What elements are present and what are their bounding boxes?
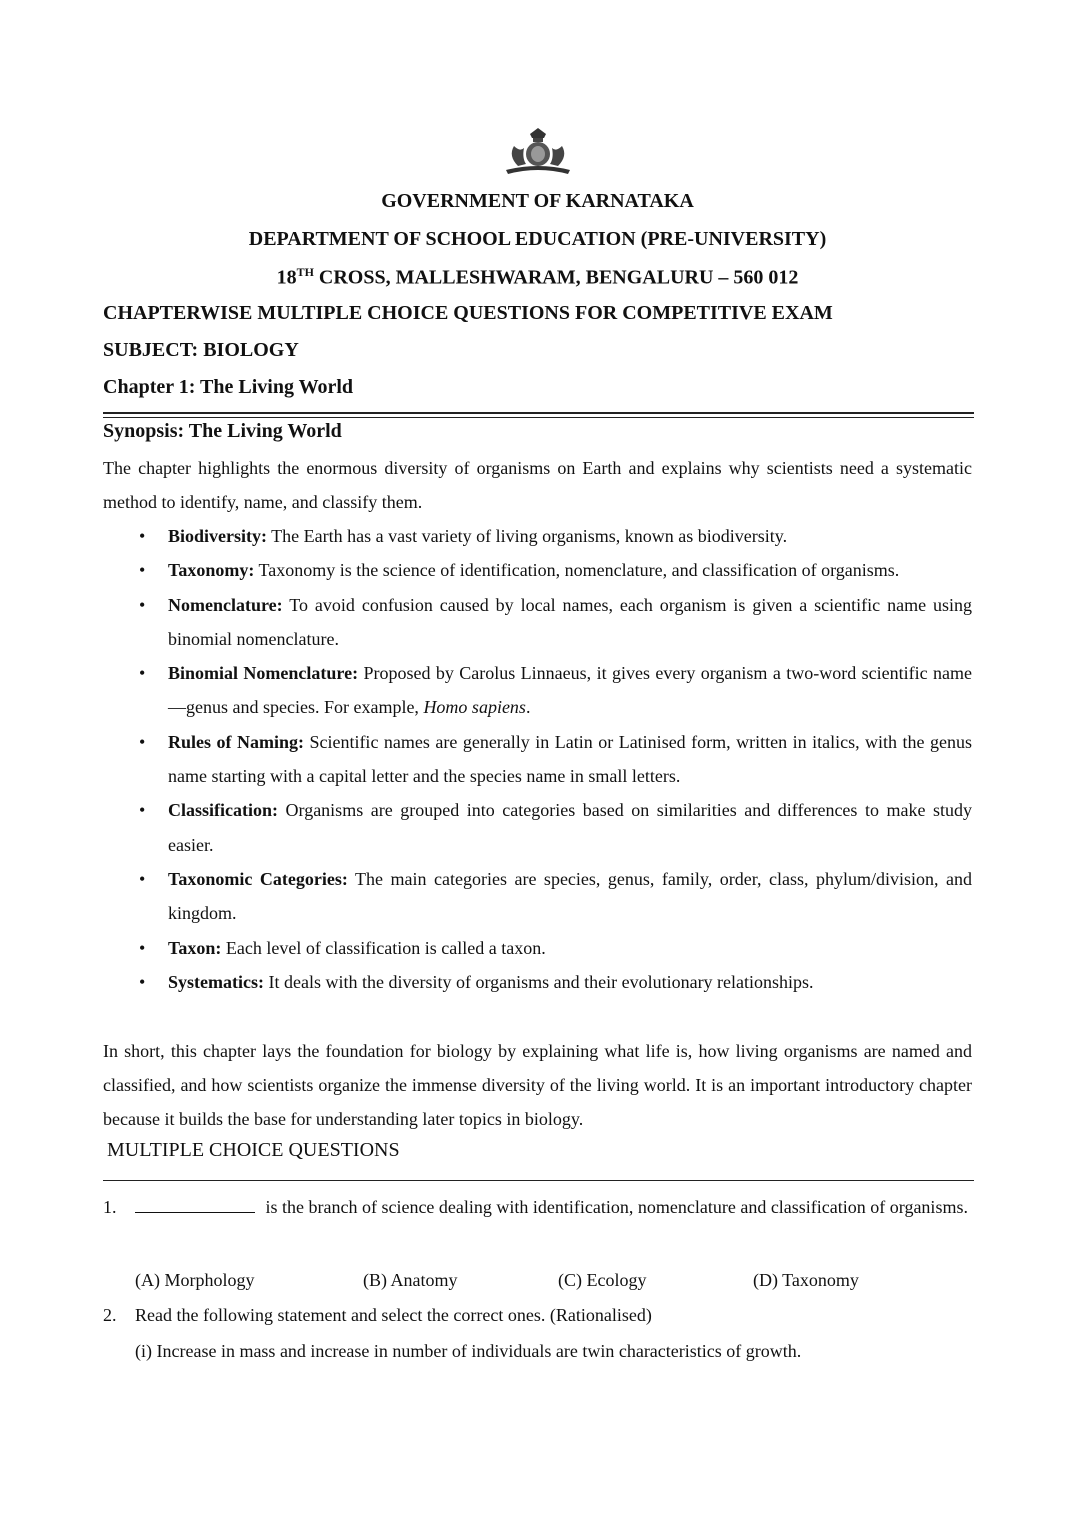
question-1-options: [135, 1262, 975, 1298]
mcq-section-title: MULTIPLE CHOICE QUESTIONS: [107, 1139, 400, 1161]
synopsis-title: Synopsis: The Living World: [103, 420, 342, 442]
list-item: • Taxonomic Categories: The main categories are species, genus, family, order, class, phylum/division, and kingdom.: [139, 868, 973, 924]
question-text: is the branch of science dealing with identification, nomenclature and classification of organisms.: [261, 1197, 968, 1217]
list-item: • Nomenclature: To avoid confusion caused by local names, each organism is given a scientific name using binomial nomenclature.: [139, 594, 972, 649]
header-address: 18TH CROSS, MALLESHWARAM, BENGALURU – 560 012: [276, 265, 799, 289]
karnataka-emblem-icon: [500, 126, 576, 176]
header-exam-title: CHAPTERWISE MULTIPLE CHOICE QUESTIONS FOR COMPETITIVE EXAM: [103, 302, 833, 324]
question-number: 2.: [103, 1305, 117, 1325]
option-a: (A) Morphology: [135, 1270, 255, 1290]
list-item: • Classification: Organisms are grouped into categories based on similarities and differences to make study easier.: [139, 800, 972, 855]
list-item: • Rules of Naming: Scientific names are generally in Latin or Latinised form, written in italics, with the genus name starting with a capital letter and the species name in small letters.: [139, 731, 973, 787]
question-2-statement-1: (i) Increase in mass and increase in number of individuals are twin characteristics of growth.: [135, 1341, 802, 1361]
double-divider: [103, 412, 974, 418]
option-b: (B) Anatomy: [363, 1270, 458, 1290]
option-d: (D) Taxonomy: [753, 1270, 859, 1290]
subject-title: SUBJECT: BIOLOGY: [103, 339, 299, 361]
question-number: 1.: [103, 1197, 117, 1217]
synopsis-bullet-list: [103, 519, 972, 999]
option-c: (C) Ecology: [558, 1270, 647, 1290]
question-text: Read the following statement and select the correct ones. (Rationalised): [135, 1305, 652, 1325]
header-department: DEPARTMENT OF SCHOOL EDUCATION (PRE-UNIVERSITY): [248, 228, 827, 250]
divider: [103, 1180, 974, 1181]
list-item: • Binomial Nomenclature: Proposed by Carolus Linnaeus, it gives every organism a two-word scientific name—genus and species. For example, Homo sapiens.: [139, 663, 972, 718]
answer-blank: [135, 1198, 255, 1213]
synopsis-summary: In short, this chapter lays the foundation for biology by explaining what life is, how living organisms are named and classified, and how scientists organize the immense diversity of the living world. It is an important introductory chapter because it builds the base for understanding later topics in biology.: [103, 1041, 972, 1129]
list-item: • Taxonomy: Taxonomy is the science of identification, nomenclature, and classification of organisms.: [139, 560, 900, 581]
chapter-title: Chapter 1: The Living World: [103, 376, 354, 398]
synopsis-intro: The chapter highlights the enormous diversity of organisms on Earth and explains why scientists need a systematic method to identify, name, and classify them.: [103, 458, 972, 512]
question-1: [103, 1189, 972, 1225]
question-2: [103, 1297, 972, 1333]
list-item: • Biodiversity: The Earth has a vast variety of living organisms, known as biodiversity.: [139, 526, 788, 546]
header-government: GOVERNMENT OF KARNATAKA: [381, 190, 694, 212]
list-item: • Taxon: Each level of classification is called a taxon.: [139, 937, 546, 958]
list-item: • Systematics: It deals with the diversity of organisms and their evolutionary relationships.: [139, 971, 814, 992]
